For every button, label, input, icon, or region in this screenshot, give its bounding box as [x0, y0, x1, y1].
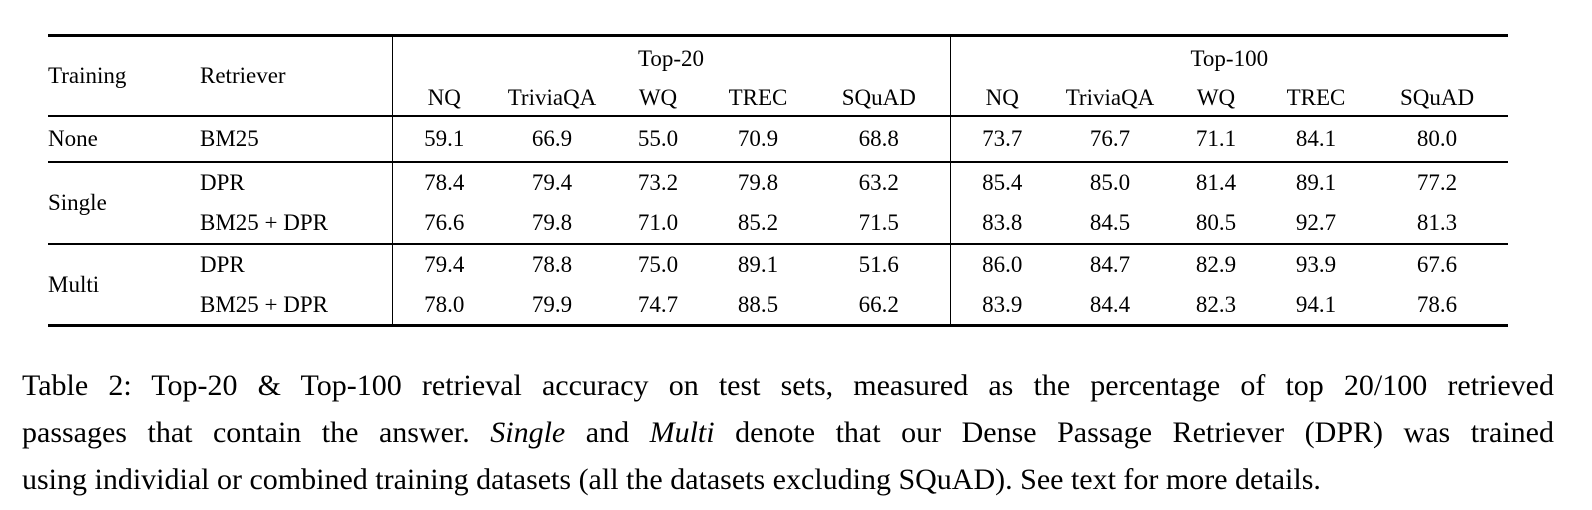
retriever-label: DPR	[200, 170, 245, 195]
col-header-retriever: Retriever	[200, 63, 286, 89]
metric-cell: 79.4	[531, 170, 573, 195]
metric-cell: 93.9	[1295, 252, 1337, 277]
col-header-top100-trec: TREC	[1286, 84, 1346, 110]
metric-cell: 71.0	[637, 210, 679, 235]
row-group-none	[48, 116, 1508, 162]
metric-cell: 63.2	[858, 170, 899, 195]
metric-cell: 80.5	[1195, 210, 1237, 235]
col-header-top100-nq: NQ	[950, 80, 1054, 116]
metric-cell: 85.2	[737, 210, 779, 235]
metric-cell: 79.8	[531, 210, 573, 235]
caption-line	[22, 409, 1554, 456]
metric-cell: 88.5	[737, 291, 779, 317]
table-row	[48, 203, 1508, 244]
metric-cell: 78.0	[392, 285, 496, 326]
metric-cell: 84.7	[1089, 252, 1131, 277]
metric-cell: 84.5	[1089, 210, 1131, 235]
col-header-top20-squad: SQuAD	[841, 84, 916, 110]
metric-cell: 51.6	[858, 252, 899, 277]
metric-cell: 83.9	[950, 285, 1054, 326]
metric-cell: 79.9	[531, 291, 573, 317]
caption-line	[22, 456, 1554, 503]
col-header-training: Training	[48, 63, 127, 89]
caption-text: Table 2: Top-20 & Top-100 retrieval accuracy on test sets, measured as the percentage of top 20/100 retrieved	[22, 369, 1554, 402]
row-group-multi	[48, 244, 1508, 326]
retriever-label: BM25 + DPR	[200, 291, 329, 317]
caption-text: denote that our Dense Passage Retriever (DPR) was trained	[714, 416, 1554, 449]
table-row	[48, 244, 1508, 285]
retriever-label: BM25 + DPR	[200, 210, 329, 235]
caption-text-italic: Single	[490, 416, 566, 449]
metric-cell: 73.2	[637, 170, 679, 195]
col-header-top100-wq: WQ	[1196, 84, 1236, 110]
metric-cell: 84.1	[1295, 126, 1337, 151]
metric-cell: 74.7	[637, 291, 679, 317]
header-row-groups	[48, 36, 1508, 80]
metric-cell: 83.8	[950, 203, 1054, 244]
retrieval-accuracy-table	[48, 34, 1508, 327]
metric-cell: 89.1	[1295, 170, 1337, 195]
retriever-label: BM25	[200, 126, 259, 151]
metric-cell: 71.1	[1195, 126, 1237, 151]
caption-text-italic: Multi	[649, 416, 715, 449]
caption-text: passages that contain the answer.	[22, 416, 491, 449]
metric-cell: 78.8	[531, 252, 573, 277]
col-header-top100-squad: SQuAD	[1399, 84, 1475, 110]
metric-cell: 89.1	[737, 252, 779, 277]
metric-cell: 78.6	[1416, 291, 1458, 317]
metric-cell: 76.7	[1089, 126, 1131, 151]
metric-cell: 79.8	[737, 170, 779, 195]
metric-cell: 66.9	[531, 126, 573, 151]
training-label: Multi	[48, 271, 100, 297]
metric-cell: 55.0	[637, 126, 679, 151]
metric-cell: 76.6	[392, 203, 496, 244]
metric-cell: 84.4	[1089, 291, 1131, 317]
row-group-single	[48, 162, 1508, 244]
metric-cell: 85.4	[950, 162, 1054, 203]
col-header-top20-triviaqa: TriviaQA	[507, 84, 597, 110]
table-header	[48, 36, 1508, 116]
training-label: Single	[48, 190, 107, 215]
col-group-top100: Top-100	[950, 36, 1508, 80]
metric-cell: 82.9	[1195, 252, 1237, 277]
metric-cell: 85.0	[1089, 170, 1131, 195]
metric-cell: 82.3	[1195, 291, 1237, 317]
table-row	[48, 162, 1508, 203]
metric-cell: 71.5	[858, 210, 899, 235]
table-caption	[22, 362, 1554, 503]
table-row	[48, 116, 1508, 162]
metric-cell: 67.6	[1416, 252, 1458, 277]
metric-cell: 78.4	[392, 162, 496, 203]
table-row	[48, 285, 1508, 326]
metric-cell: 79.4	[392, 244, 496, 285]
metric-cell: 94.1	[1295, 291, 1337, 317]
metric-cell: 86.0	[950, 244, 1054, 285]
metric-cell: 70.9	[737, 126, 779, 151]
metric-cell: 92.7	[1295, 210, 1337, 235]
metric-cell: 66.2	[858, 291, 899, 317]
metric-cell: 73.7	[950, 116, 1054, 162]
col-header-top20-wq: WQ	[638, 84, 678, 110]
metric-cell: 75.0	[637, 252, 679, 277]
metric-cell: 80.0	[1416, 126, 1458, 151]
col-header-top20-trec: TREC	[728, 84, 788, 110]
retriever-label: DPR	[200, 252, 245, 277]
metric-cell: 59.1	[392, 116, 496, 162]
col-group-top20: Top-20	[392, 36, 950, 80]
caption-text: and	[565, 416, 650, 449]
metric-cell: 81.3	[1416, 210, 1458, 235]
col-header-top100-triviaqa: TriviaQA	[1065, 84, 1155, 110]
metric-cell: 68.8	[858, 126, 899, 151]
training-label: None	[48, 126, 98, 151]
caption-text: using individial or combined training datasets (all the datasets excluding SQuAD). See text for more details.	[22, 463, 1321, 496]
metric-cell: 77.2	[1416, 170, 1458, 195]
metric-cell: 81.4	[1195, 170, 1237, 195]
caption-line	[22, 362, 1554, 409]
col-header-top20-nq: NQ	[392, 80, 496, 116]
